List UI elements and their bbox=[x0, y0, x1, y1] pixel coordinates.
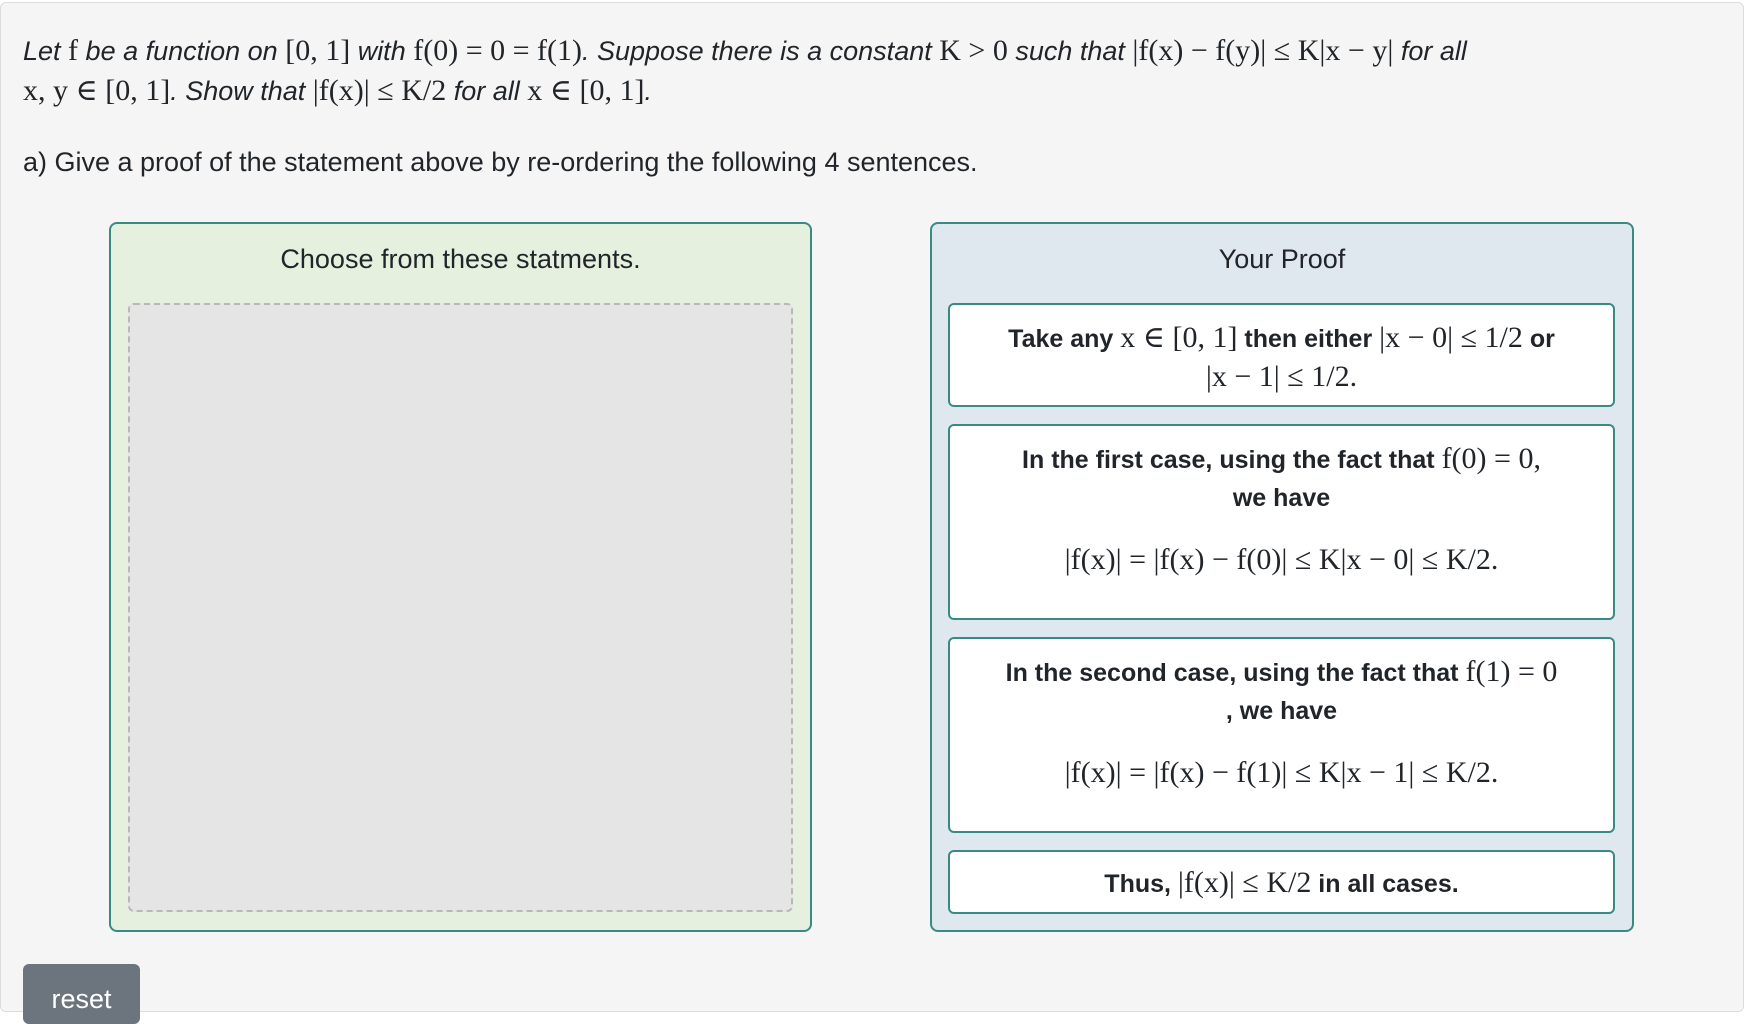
card-text: Take any bbox=[1008, 325, 1121, 353]
card-math: |x − 0| ≤ 1/2 bbox=[1379, 321, 1523, 354]
proof-statement-card[interactable] bbox=[948, 424, 1615, 620]
problem-text: Let bbox=[23, 36, 69, 66]
problem-text: for all bbox=[1393, 36, 1467, 66]
proof-statement-card[interactable] bbox=[948, 303, 1615, 407]
card-display-math: |f(x)| = |f(x) − f(0)| ≤ K|x − 0| ≤ K/2. bbox=[1064, 543, 1499, 576]
proof-panel-title: Your Proof bbox=[1218, 244, 1346, 274]
problem-math: f bbox=[68, 34, 79, 67]
card-text: In the first case, using the fact that bbox=[1022, 446, 1442, 474]
problem-text: be a function on bbox=[78, 36, 286, 66]
card-text: then either bbox=[1237, 325, 1380, 353]
problem-math: K > 0 bbox=[939, 34, 1008, 67]
card-math: x ∈ [0, 1] bbox=[1120, 321, 1238, 354]
card-text: or bbox=[1522, 325, 1555, 353]
problem-text: . Suppose there is a constant bbox=[582, 36, 940, 66]
question-panel bbox=[0, 2, 1744, 1012]
problem-text: such that bbox=[1007, 36, 1133, 66]
statements-dropzone[interactable] bbox=[128, 303, 793, 912]
card-text: in all cases. bbox=[1311, 870, 1459, 898]
problem-math: |f(x) − f(y)| ≤ K|x − y| bbox=[1132, 34, 1394, 67]
card-text: , we have bbox=[1225, 697, 1338, 725]
card-math: f(0) = 0, bbox=[1441, 442, 1541, 475]
card-text: we have bbox=[1232, 484, 1331, 512]
problem-text: with bbox=[350, 36, 414, 66]
problem-statement bbox=[23, 31, 1703, 111]
card-math: |x − 1| ≤ 1/2. bbox=[1205, 360, 1358, 393]
problem-text: . Show that bbox=[170, 76, 313, 106]
proof-statement-card[interactable] bbox=[948, 637, 1615, 833]
problem-math: f(0) = 0 = f(1) bbox=[413, 34, 582, 67]
card-display-math: |f(x)| = |f(x) − f(1)| ≤ K|x − 1| ≤ K/2. bbox=[1064, 756, 1499, 789]
problem-math: |f(x)| ≤ K/2 bbox=[312, 74, 447, 107]
card-math: f(1) = 0 bbox=[1465, 655, 1558, 688]
problem-text: for all bbox=[446, 76, 528, 106]
choose-panel-title: Choose from these statments. bbox=[280, 244, 641, 274]
proof-statement-card[interactable] bbox=[948, 850, 1615, 914]
card-math: |f(x)| ≤ K/2 bbox=[1177, 866, 1312, 899]
problem-math: x, y ∈ [0, 1] bbox=[23, 74, 171, 107]
your-proof-panel bbox=[930, 222, 1634, 932]
card-text: Thus, bbox=[1104, 870, 1178, 898]
reset-button[interactable]: reset bbox=[23, 964, 140, 1024]
problem-math: [0, 1] bbox=[285, 34, 351, 67]
card-text: In the second case, using the fact that bbox=[1005, 659, 1466, 687]
question-text: a) Give a proof of the statement above by re-ordering the following 4 sentences. bbox=[23, 147, 978, 177]
problem-text: . bbox=[644, 76, 652, 106]
choose-statements-panel bbox=[109, 222, 812, 932]
problem-math: x ∈ [0, 1] bbox=[527, 74, 645, 107]
